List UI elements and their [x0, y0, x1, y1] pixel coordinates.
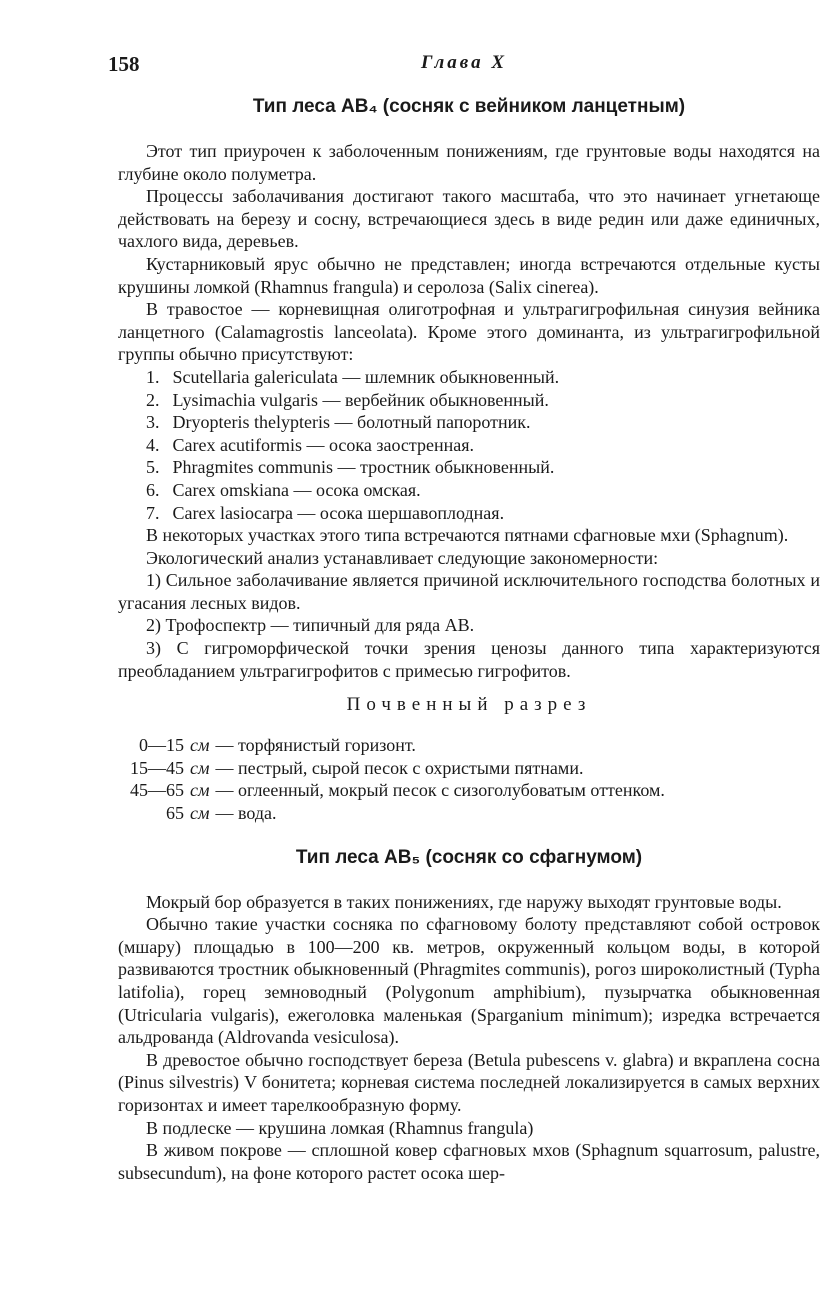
paragraph: В древостое обычно господствует береза (Betula pubescens v. glabra) и вкраплена сосна (Pinus silvestris) V бонитета; корневая система последней локализируется в самых верхних горизонтах и имеет тарелкообразную форму.: [118, 1049, 820, 1115]
soil-layer: [118, 734, 820, 757]
soil-profile-title: Почвенный разрез: [346, 694, 592, 716]
list-item: [118, 411, 820, 434]
soil-layer-depth: 65: [166, 803, 184, 824]
paragraph: Обычно такие участки сосняка по сфагновому болоту представляют собой островок (мшару) площадью в 100—200 кв. метров, окруженный кольцом воды, в которой развиваются тростник обыкновенный (Phragmites communis), рогоз широколистный (Typha latifolia), горец земноводный (Polygonum amphibium), пузырчатка обыкновенная (Utricularia vulgaris), ежеголовка маленькая (Sparganium minimum); изредка встречается альдрованда (Aldrovanda vesiculosa).: [118, 914, 820, 1048]
paragraph: В подлеске — крушина ломкая (Rhamnus frangula): [146, 1117, 534, 1138]
list-item-number: 7.: [146, 502, 160, 523]
soil-layer-description: — вода.: [215, 803, 277, 824]
list-item-number: 4.: [146, 434, 160, 455]
soil-layer-description: — оглеенный, мокрый песок с сизоголубоватым оттенком.: [215, 780, 665, 801]
list-item: [118, 434, 820, 457]
list-item: [118, 389, 820, 412]
paragraph: 1) Сильное заболачивание является причиной исключительного господства болотных и угасания лесных видов.: [118, 570, 820, 613]
paragraph: Экологический анализ устанавливает следующие закономерности:: [146, 547, 659, 568]
list-item-number: 6.: [146, 479, 160, 500]
section-title-ab4: Тип леса AB₄ (сосняк с вейником ланцетным): [252, 96, 686, 117]
list-item-number: 2.: [146, 389, 160, 410]
list-item-text: Carex omskiana — осока омская.: [172, 479, 421, 500]
soil-layer-unit: см: [190, 735, 210, 756]
list-item-text: Scutellaria galericulata — шлемник обыкновенный.: [172, 366, 560, 387]
list-item-number: 3.: [146, 412, 160, 433]
soil-layer-depth: 15—45: [130, 757, 184, 778]
paragraph: 3) С гигроморфической точки зрения ценозы данного типа характеризуются преобладанием ультрагигрофитов с примесью гигрофитов.: [118, 638, 820, 681]
page-body: [118, 96, 820, 1184]
paragraph: Кустарниковый ярус обычно не представлен; иногда встречаются отдельные кусты крушины ломкой (Rhamnus frangula) и серолоза (Salix cinerea).: [118, 253, 820, 297]
list-item-text: Lysimachia vulgaris — вербейник обыкновенный.: [172, 389, 549, 410]
paragraph: 2) Трофоспектр — типичный для ряда AB.: [146, 615, 475, 636]
running-head: Глава X: [421, 52, 507, 73]
soil-layer: [118, 779, 820, 802]
paragraph: В живом покрове — сплошной ковер сфагновых мхов (Sphagnum squarrosum, palustre, subsecundum), на фоне которого растет осока шер-: [118, 1140, 820, 1183]
soil-layer-depth: 0—15: [139, 735, 184, 756]
soil-profile-list: [118, 734, 820, 824]
list-item-text: Carex acutiformis — осока заостренная.: [172, 434, 474, 455]
soil-layer-unit: см: [190, 803, 210, 824]
soil-layer-unit: см: [190, 757, 210, 778]
list-item: [118, 456, 820, 479]
soil-layer-description: — торфянистый горизонт.: [215, 735, 416, 756]
paragraph: Мокрый бор образуется в таких понижениях, где наружу выходят грунтовые воды.: [146, 891, 782, 912]
soil-layer: [118, 757, 820, 780]
list-item-number: 5.: [146, 457, 160, 478]
list-item-number: 1.: [146, 366, 160, 387]
species-list: [118, 366, 820, 524]
list-item-text: Carex lasiocarpa — осока шершавоплодная.: [172, 502, 505, 523]
list-item-text: Dryopteris thelypteris — болотный папоротник.: [172, 412, 531, 433]
soil-layer-depth: 45—65: [130, 780, 184, 801]
page-header: [108, 52, 820, 82]
soil-layer-description: — пестрый, сырой песок с охристыми пятнами.: [215, 757, 584, 778]
list-item-text: Phragmites communis — тростник обыкновенный.: [172, 457, 555, 478]
paragraph: Этот тип приурочен к заболоченным понижениям, где грунтовые воды находятся на глубине около полуметра.: [118, 141, 820, 184]
list-item: [118, 366, 820, 389]
soil-layer-unit: см: [190, 780, 210, 801]
paragraph: В некоторых участках этого типа встречаются пятнами сфагновые мхи (Sphagnum).: [146, 525, 789, 546]
paragraph: В травостое — корневищная олиготрофная и ультрагигрофильная синузия вейника ланцетного (Calamagrostis lanceolata). Кроме этого доминанта, из ультрагигрофильной группы обычно присутствуют:: [118, 299, 820, 365]
list-item: [118, 479, 820, 502]
list-item: [118, 502, 820, 525]
paragraph: Процессы заболачивания достигают такого масштаба, что это начинает угнетающе действовать на березу и сосну, встречающиеся здесь в виде редин или даже единичных, чахлого вида, деревьев.: [118, 186, 820, 252]
section-title-ab5: Тип леса AB₅ (сосняк со сфагнумом): [295, 846, 643, 868]
soil-layer: [118, 802, 820, 825]
page-number: 158: [108, 52, 140, 76]
